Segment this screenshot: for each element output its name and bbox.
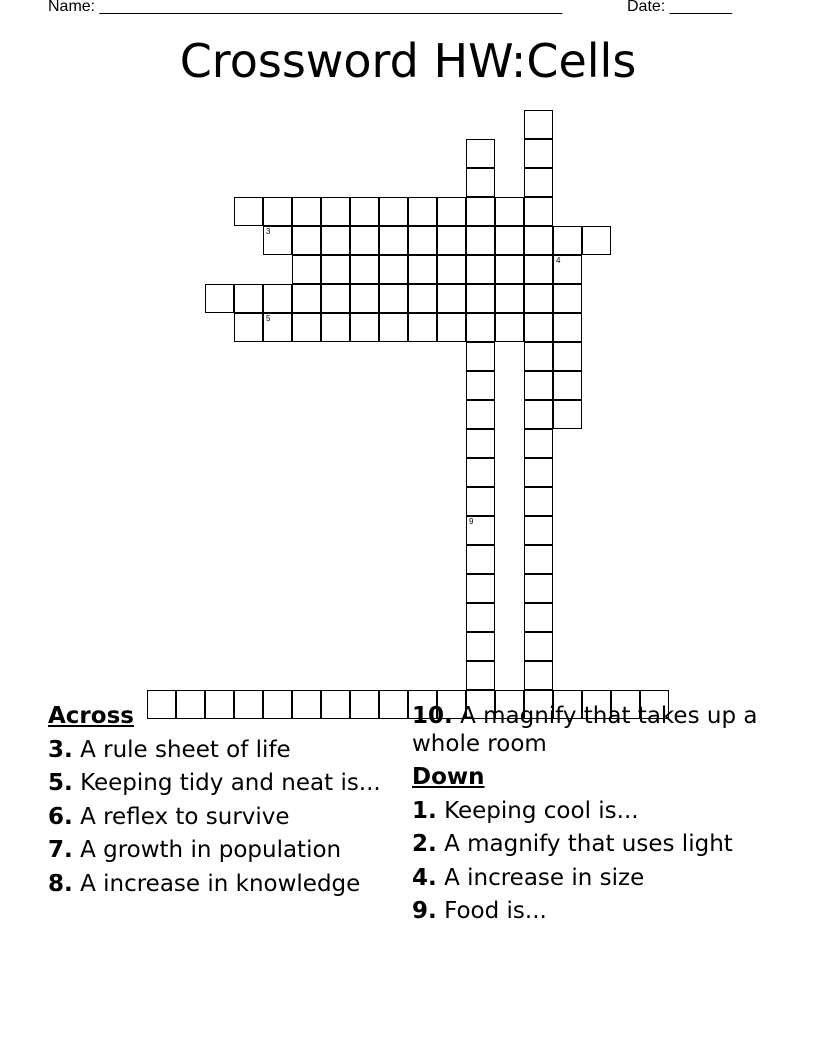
crossword-cell: [524, 371, 553, 400]
crossword-cell: [437, 197, 466, 226]
crossword-cell: [379, 197, 408, 226]
crossword-cell: [408, 284, 437, 313]
clue-number: 3.: [48, 736, 73, 763]
crossword-cell: [466, 487, 495, 516]
crossword-cell: [437, 284, 466, 313]
crossword-cell: [466, 168, 495, 197]
clue-number: 6.: [48, 803, 73, 830]
crossword-cell: [553, 371, 582, 400]
clue-number: 2.: [412, 831, 437, 857]
clue-down-4: [412, 865, 762, 893]
crossword-cell: [466, 400, 495, 429]
crossword-cell: [524, 632, 553, 661]
clue-across-6: [48, 804, 393, 832]
clue-number-label: 4: [556, 256, 561, 265]
clue-text: Food is...: [444, 898, 547, 924]
crossword-cell: [350, 284, 379, 313]
crossword-cell: [495, 197, 524, 226]
clue-text: A rule sheet of life: [80, 736, 291, 763]
crossword-cell: [234, 313, 263, 342]
crossword-cell: [408, 255, 437, 284]
clue-across-7: [48, 837, 393, 865]
clue-number-label: 3: [266, 227, 271, 236]
crossword-cell: [321, 197, 350, 226]
crossword-cell: [466, 632, 495, 661]
crossword-cell: [408, 313, 437, 342]
crossword-cell: [234, 197, 263, 226]
crossword-cell: [321, 226, 350, 255]
crossword-cell: [524, 574, 553, 603]
crossword-cell: [466, 458, 495, 487]
crossword-cell: [524, 342, 553, 371]
crossword-cell: [524, 313, 553, 342]
crossword-cell: [524, 429, 553, 458]
clue-number: 8.: [48, 870, 73, 897]
clue-text: Keeping tidy and neat is...: [80, 770, 381, 796]
crossword-cell: [263, 226, 292, 255]
crossword-cell: [524, 168, 553, 197]
crossword-cell: [553, 255, 582, 284]
crossword-cell: [292, 255, 321, 284]
crossword-cell: [524, 139, 553, 168]
crossword-cell: [553, 400, 582, 429]
crossword-cell: [292, 284, 321, 313]
clue-across-3: [48, 737, 393, 765]
crossword-cell: [495, 255, 524, 284]
crossword-cell: [466, 139, 495, 168]
crossword-cell: [205, 284, 234, 313]
crossword-cell: [495, 284, 524, 313]
date-field-label: Date: _______: [627, 0, 732, 15]
crossword-cell: [582, 226, 611, 255]
clue-across-5: [48, 770, 393, 798]
clue-number: 9.: [412, 898, 437, 924]
crossword-cell: [524, 255, 553, 284]
clue-text: A magnify that takes up a whole room: [412, 703, 758, 757]
crossword-cell: [495, 226, 524, 255]
crossword-cell: [437, 255, 466, 284]
crossword-cell: [466, 516, 495, 545]
clue-number-label: 9: [469, 517, 474, 526]
crossword-cell: [524, 458, 553, 487]
crossword-cell: [553, 284, 582, 313]
crossword-cell: [321, 313, 350, 342]
crossword-cell: [292, 313, 321, 342]
clue-number: 5.: [48, 770, 73, 796]
crossword-cell: [553, 313, 582, 342]
crossword-cell: [350, 197, 379, 226]
crossword-cell: [524, 197, 553, 226]
crossword-cell: [350, 226, 379, 255]
clue-text: A growth in population: [80, 837, 342, 863]
crossword-cell: [524, 545, 553, 574]
crossword-cell: [292, 197, 321, 226]
crossword-cell: [263, 284, 292, 313]
clue-text: A increase in size: [444, 864, 645, 891]
crossword-cell: [321, 255, 350, 284]
crossword-cell: [466, 429, 495, 458]
clue-text: A increase in knowledge: [80, 870, 361, 897]
crossword-cell: [466, 226, 495, 255]
crossword-cell: [379, 284, 408, 313]
clues-column-right: [412, 703, 762, 932]
crossword-cell: [466, 255, 495, 284]
clue-down-9: [412, 898, 762, 926]
crossword-cell: [466, 197, 495, 226]
crossword-cell: [350, 255, 379, 284]
crossword-cell: [466, 313, 495, 342]
crossword-cell: [466, 661, 495, 690]
clue-across-10: [412, 703, 762, 758]
crossword-cell: [524, 110, 553, 139]
crossword-cell: [321, 284, 350, 313]
crossword-cell: [466, 342, 495, 371]
crossword-cell: [437, 226, 466, 255]
crossword-cell: [524, 284, 553, 313]
crossword-cell: [408, 226, 437, 255]
crossword-cell: [437, 313, 466, 342]
name-field-label: Name: ____________________________________________________: [48, 0, 563, 15]
crossword-cell: [263, 197, 292, 226]
crossword-cell: [379, 226, 408, 255]
clue-across-8: [48, 871, 393, 899]
clue-number: 10.: [412, 703, 453, 729]
clue-text: A reflex to survive: [80, 803, 290, 830]
crossword-cell: [466, 284, 495, 313]
clue-number: 1.: [412, 797, 437, 824]
page-title: Crossword HW:Cells: [179, 34, 637, 88]
crossword-cell: [524, 661, 553, 690]
crossword-cell: [466, 545, 495, 574]
crossword-cell: [524, 226, 553, 255]
crossword-cell: [466, 603, 495, 632]
crossword-cell: [408, 197, 437, 226]
clues-column-left: [48, 703, 393, 904]
clue-text: Keeping cool is...: [444, 797, 639, 824]
crossword-cell: [234, 284, 263, 313]
across-heading: Across: [48, 703, 134, 729]
crossword-cell: [524, 603, 553, 632]
crossword-cell: [350, 313, 379, 342]
down-heading: Down: [412, 764, 485, 790]
crossword-cell: [524, 516, 553, 545]
crossword-cell: [292, 226, 321, 255]
crossword-cell: [379, 313, 408, 342]
crossword-cell: [553, 342, 582, 371]
clue-down-2: [412, 831, 762, 859]
clue-number: 7.: [48, 837, 73, 863]
clue-number: 4.: [412, 864, 437, 891]
crossword-cell: [466, 371, 495, 400]
crossword-cell: [553, 226, 582, 255]
clue-number-label: 5: [266, 314, 271, 323]
crossword-cell: [263, 313, 292, 342]
crossword-cell: [524, 400, 553, 429]
clue-text: A magnify that uses light: [444, 831, 733, 857]
crossword-cell: [466, 574, 495, 603]
clue-down-1: [412, 798, 762, 826]
crossword-cell: [524, 487, 553, 516]
crossword-cell: [495, 313, 524, 342]
crossword-cell: [379, 255, 408, 284]
